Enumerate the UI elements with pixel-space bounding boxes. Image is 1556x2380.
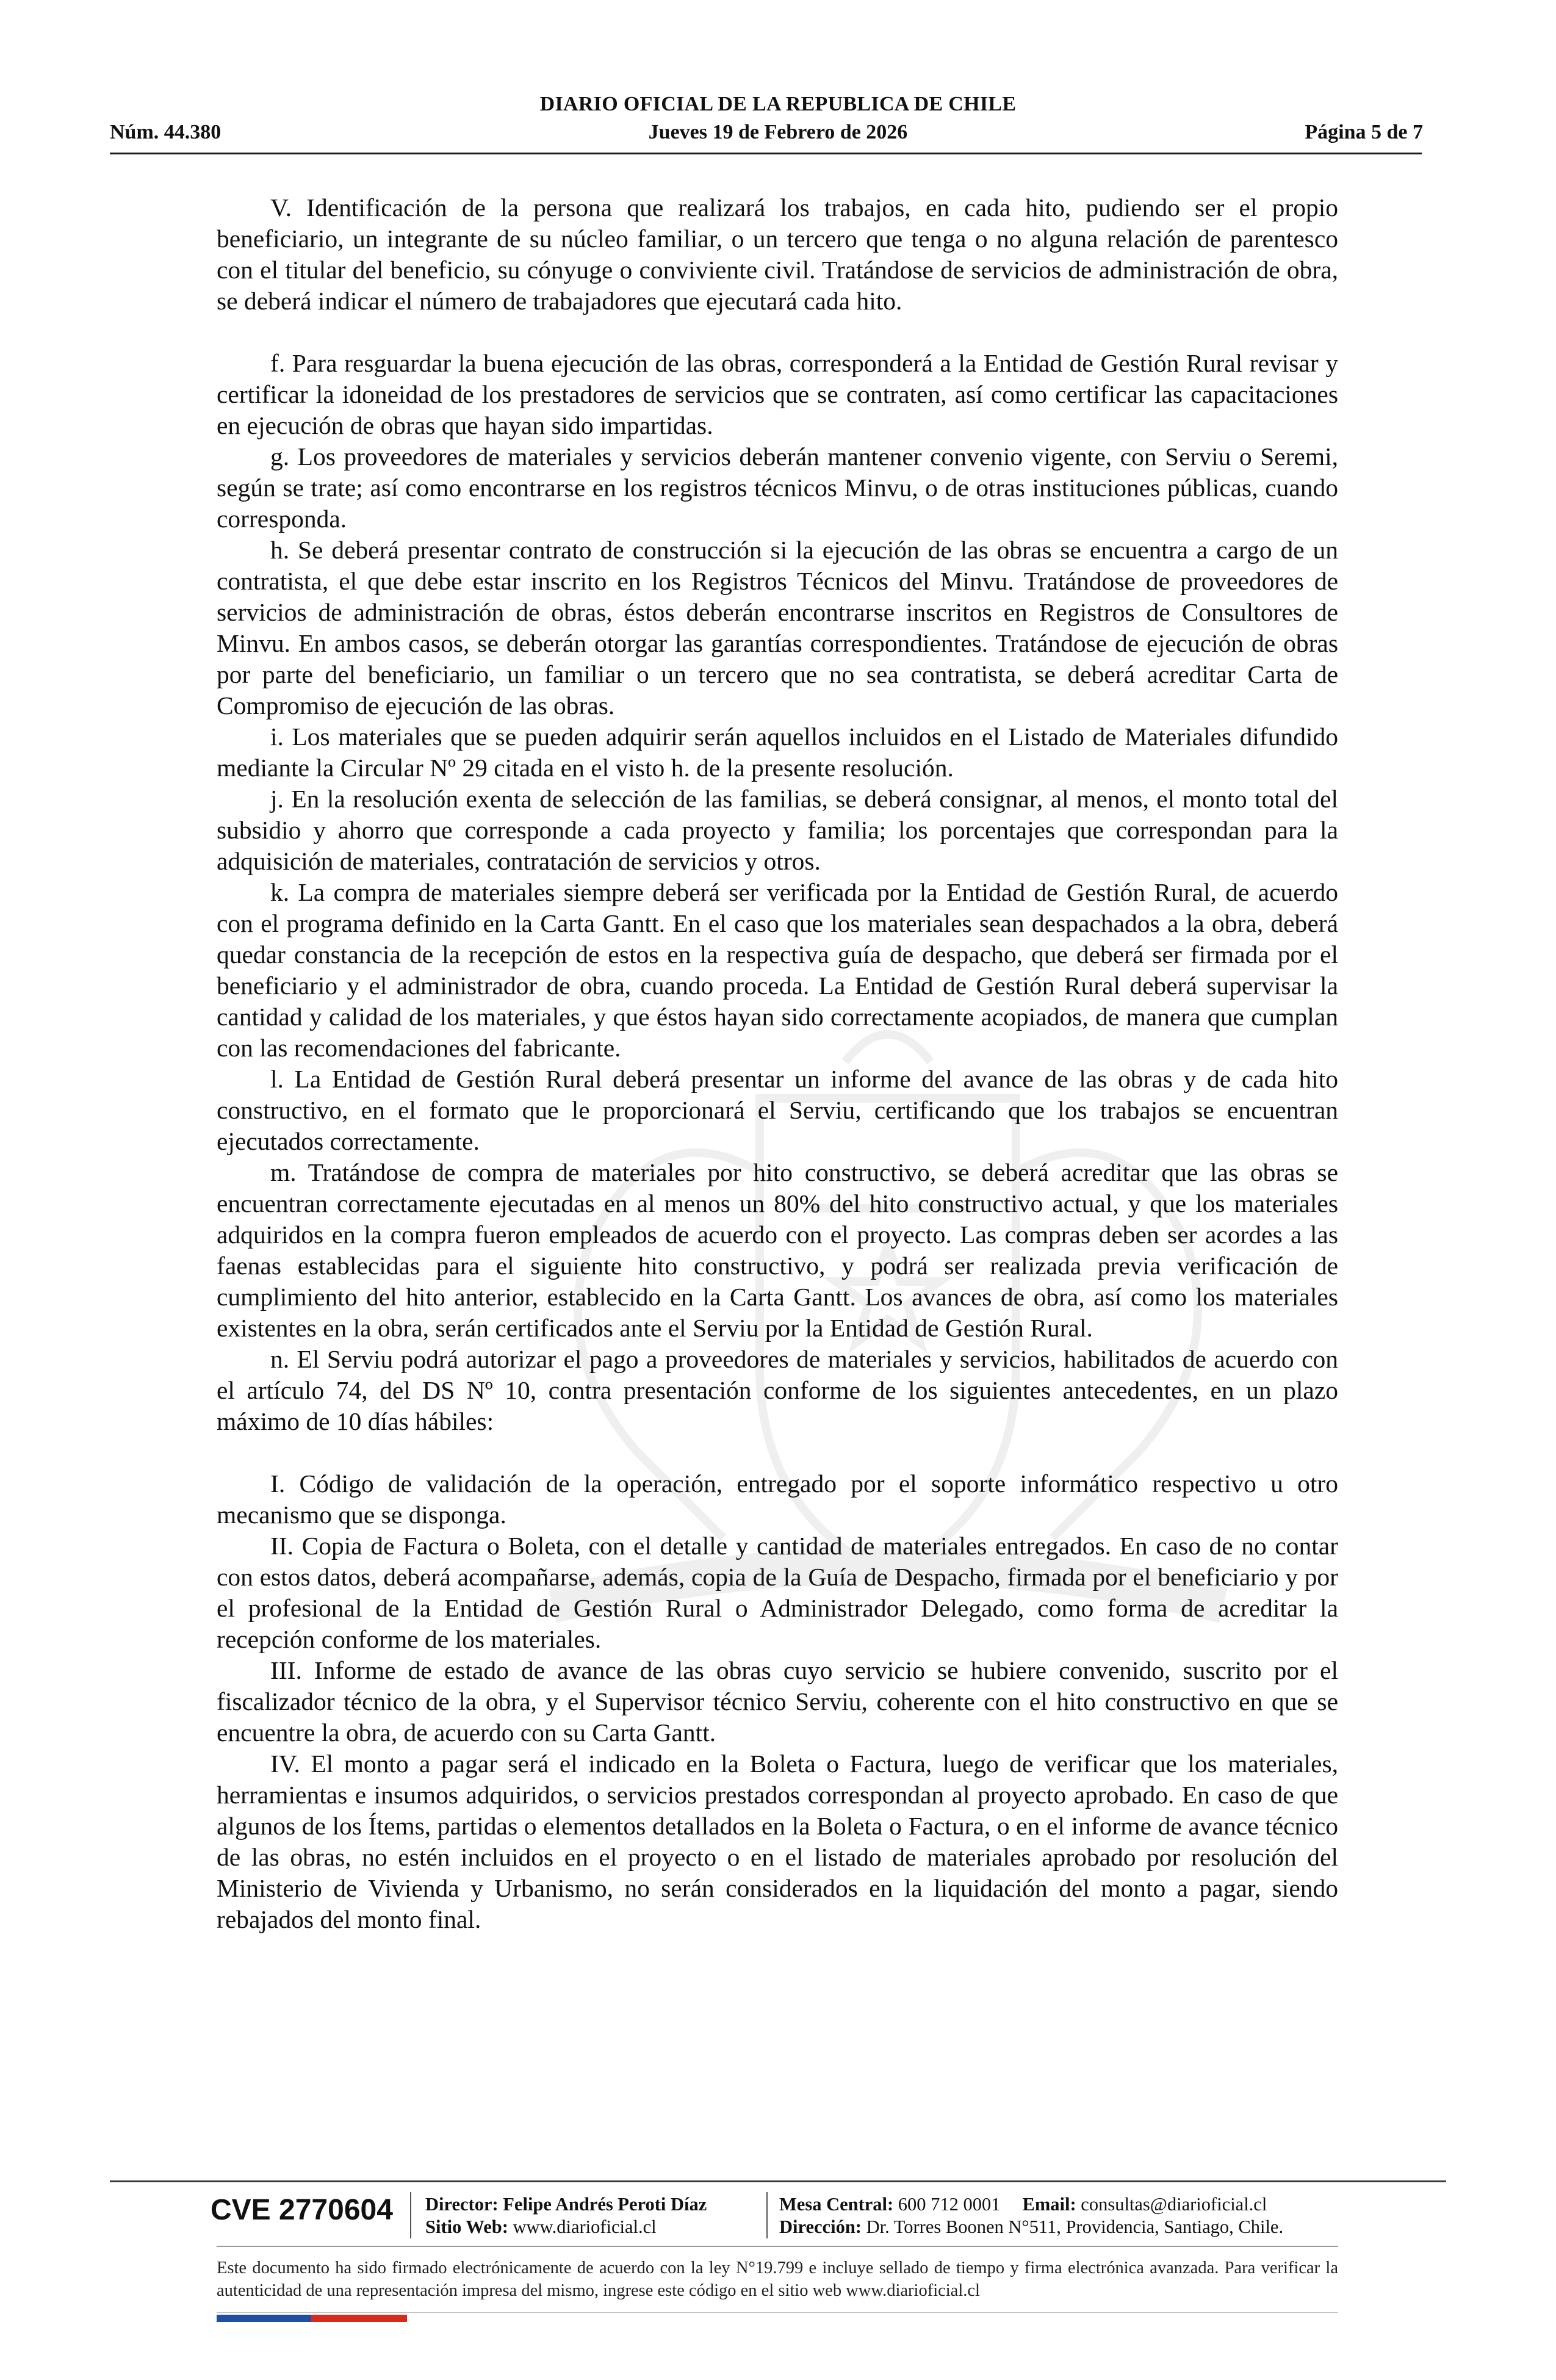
paragraph-v: V. Identificación de la persona que realizará los trabajos, en cada hito, pudiendo ser el propio beneficiario, un integrante de su núcleo familiar, o un tercero que tenga o no alguna relación de parentesco con el titular del beneficio, su cónyuge o conviviente civil. Tratándose de servicios de administración de obra, se deberá indicar el número de trabajadores que ejecutará cada hito. (217, 193, 1338, 315)
website-label: Sitio Web: (425, 2216, 508, 2237)
paragraph-k: k. La compra de materiales siempre deberá ser verificada por la Entidad de Gestión Rural, de acuerdo con el programa definido en la Carta Gantt. En el caso que los materiales sean despachados a la obra, deberá quedar constancia de la recepción de estos en la respectiva guía de despacho, que deberá ser firmada por el beneficiario y el administrador de obra, cuando proceda. La Entidad de Gestión Rural deberá supervisar la cantidad y calidad de los materiales, y que éstos hayan sido correctamente acopiados, de manera que cumplan con las recomendaciones del fabricante. (217, 878, 1338, 1062)
email-label: Email: (1022, 2194, 1076, 2215)
paragraph-roman-iv: IV. El monto a pagar será el indicado en la Boleta o Factura, luego de verificar que los materiales, herramientas e insumos adquiridos, o servicios prestados correspondan al proyecto aprobado. En caso de que algunos de los Ítems, partidas o elementos detallados en la Boleta o Factura, o en el informe de avance técnico de las obras, no estén incluidos en el proyecto o en el listado de materiales aprobado por resolución del Ministerio de Vivienda y Urbanismo, no serán considerados en la liquidación del monto a pagar, siendo rebajados del monto final. (217, 1750, 1338, 1933)
director-name: Felipe Andrés Peroti Díaz (503, 2194, 707, 2215)
footer-separator (766, 2192, 768, 2238)
paragraph-roman-iii: III. Informe de estado de avance de las obras cuyo servicio se hubiere convenido, suscrito por el fiscalizador técnico de la obra, y el Supervisor técnico Serviu, coherente con el hito constructivo en que se encuentre la obra, de acuerdo con su Carta Gantt. (217, 1656, 1338, 1747)
flag-color-bar (217, 2315, 407, 2322)
paragraph-m: m. Tratándose de compra de materiales por hito constructivo, se deberá acreditar que las obras se encuentran correctamente ejecutadas en al menos un 80% del hito constructivo actual, y que los materiales adquiridos en la compra fueron empleados de acuerdo con el proyecto. Las compras deben ser acordes a las faenas establecidas para el siguiente hito constructivo, y podrá ser realizada previa verificación de cumplimiento del hito anterior, establecido en la Carta Gantt. Los avances de obra, así como los materiales existentes en la obra, serán certificados ante el Serviu por la Entidad de Gestión Rural. (217, 1158, 1338, 1342)
issue-date: Jueves 19 de Febrero de 2026 (648, 121, 908, 143)
footer-divider-top (110, 2180, 1446, 2182)
paragraph-l: l. La Entidad de Gestión Rural deberá presentar un informe del avance de las obras y de cada hito constructivo, en el formato que le proporcionará el Serviu, certificando que los trabajos se encuentran ejecutados correctamente. (217, 1065, 1338, 1155)
footer-contact-block (779, 2193, 1283, 2238)
paragraph-n: n. El Serviu podrá autorizar el pago a proveedores de materiales y servicios, habilitados de acuerdo con el artículo 74, del DS Nº 10, contra presentación conforme de los siguientes antecedentes, en un plazo máximo de 10 días hábiles: (217, 1345, 1338, 1435)
paragraph-i: i. Los materiales que se pueden adquirir serán aquellos incluidos en el Listado de Materiales difundido mediante la Circular Nº 29 citada en el visto h. de la presente resolución. (217, 723, 1338, 782)
paragraph-roman-ii: II. Copia de Factura o Boleta, con el detalle y cantidad de materiales entregados. En caso de no contar con estos datos, deberá acompañarse, además, copia de la Guía de Despacho, firmada por el beneficiario y por el profesional de la Entidad de Gestión Rural o Administrador Delegado, como forma de acreditar la recepción conforme de los materiales. (217, 1532, 1338, 1653)
website-link[interactable]: www.diarioficial.cl (513, 2216, 657, 2237)
document-body (217, 192, 1338, 1935)
footer-divider-bottom (217, 2312, 1338, 2313)
signature-notice: Este documento ha sido firmado electrónicamente de acuerdo con la ley N°19.799 e incluye sellado de tiempo y firma electrónica avanzada. Para verificar la autenticidad de una representación impresa del mismo, ingrese este código en el sitio web www.diarioficial.cl (217, 2259, 1338, 2300)
paragraph-g: g. Los proveedores de materiales y servicios deberán mantener convenio vigente, con Serviu o Seremi, según se trate; así como encontrarse en los registros técnicos Minvu, o de otras instituciones públicas, cuando corresponda. (217, 442, 1338, 533)
paragraph-h: h. Se deberá presentar contrato de construcción si la ejecución de las obras se encuentra a cargo de un contratista, el que debe estar inscrito en los Registros Técnicos del Minvu. Tratándose de proveedores de servicios de administración de obras, éstos deberán encontrarse inscritos en Registros de Consultores de Minvu. En ambos casos, se deberán otorgar las garantías correspondientes. Tratándose de ejecución de obras por parte del beneficiario, un familiar o un tercero que no sea contratista, se deberá acreditar Carta de Compromiso de ejecución de las obras. (217, 536, 1338, 719)
footer-separator (410, 2192, 411, 2238)
header-divider (110, 153, 1422, 154)
paragraph-roman-i: I. Código de validación de la operación, entregado por el soporte informático respectivo u otro mecanismo que se disponga. (217, 1469, 1338, 1529)
newspaper-title: DIARIO OFICIAL DE LA REPUBLICA DE CHILE (539, 93, 1017, 115)
footer-divider-middle (217, 2246, 1338, 2247)
director-label: Director: (425, 2194, 499, 2215)
address-value: Dr. Torres Boonen N°511, Providencia, Santiago, Chile. (866, 2216, 1284, 2237)
footer-director-block (425, 2193, 707, 2238)
flag-red-stripe (311, 2315, 407, 2322)
paragraph-j: j. En la resolución exenta de selección de las familias, se deberá consignar, al menos, el monto total del subsidio y ahorro que corresponde a cada proyecto y familia; los porcentajes que correspondan para la adquisición de materiales, contratación de servicios y otros. (217, 785, 1338, 875)
page-indicator: Página 5 de 7 (1305, 121, 1423, 143)
paragraph-f: f. Para resguardar la buena ejecución de las obras, corresponderá a la Entidad de Gestión Rural revisar y certificar la idoneidad de los prestadores de servicios que se contraten, así como certificar las capacitaciones en ejecución de obras que hayan sido impartidas. (217, 349, 1338, 439)
cve-code: CVE 2770604 (211, 2194, 393, 2226)
email-link[interactable]: consultas@diarioficial.cl (1081, 2194, 1267, 2215)
issue-number: Núm. 44.380 (110, 121, 222, 143)
flag-blue-stripe (217, 2315, 311, 2322)
address-label: Dirección: (779, 2216, 862, 2237)
mesa-phone: 600 712 0001 (898, 2194, 1001, 2215)
mesa-label: Mesa Central: (779, 2194, 894, 2215)
